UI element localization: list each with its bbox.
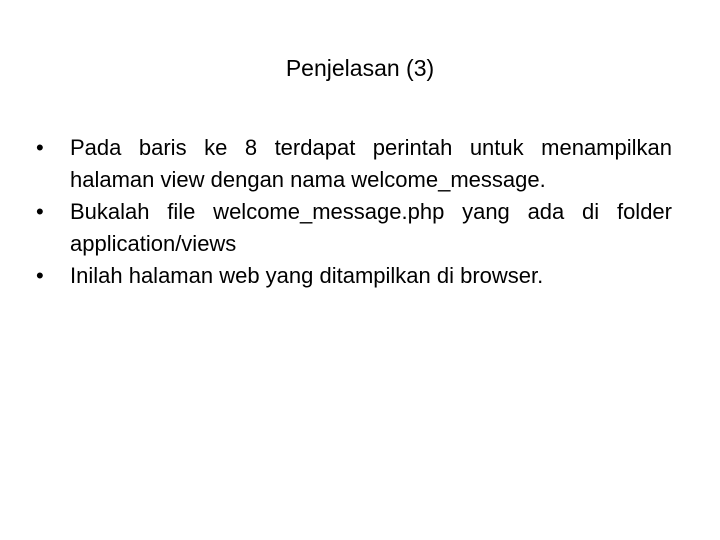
bullet-item-1 [36, 132, 672, 196]
bullet-list [36, 132, 672, 292]
bullet-icon: • [36, 199, 44, 224]
bullet-item-2 [36, 196, 672, 260]
bullet-item-3 [36, 260, 672, 292]
bullet-text-3: Inilah halaman web yang ditampilkan di browser. [70, 263, 544, 288]
slide-title: Penjelasan (3) [285, 55, 435, 81]
bullet-text-2: Bukalah file welcome_message.php yang ada di folder application/views [70, 199, 672, 256]
bullet-text-1: Pada baris ke 8 terdapat perintah untuk menampilkan halaman view dengan nama welcome_message. [70, 135, 672, 192]
bullet-icon: • [36, 263, 44, 288]
bullet-icon: • [36, 135, 44, 160]
